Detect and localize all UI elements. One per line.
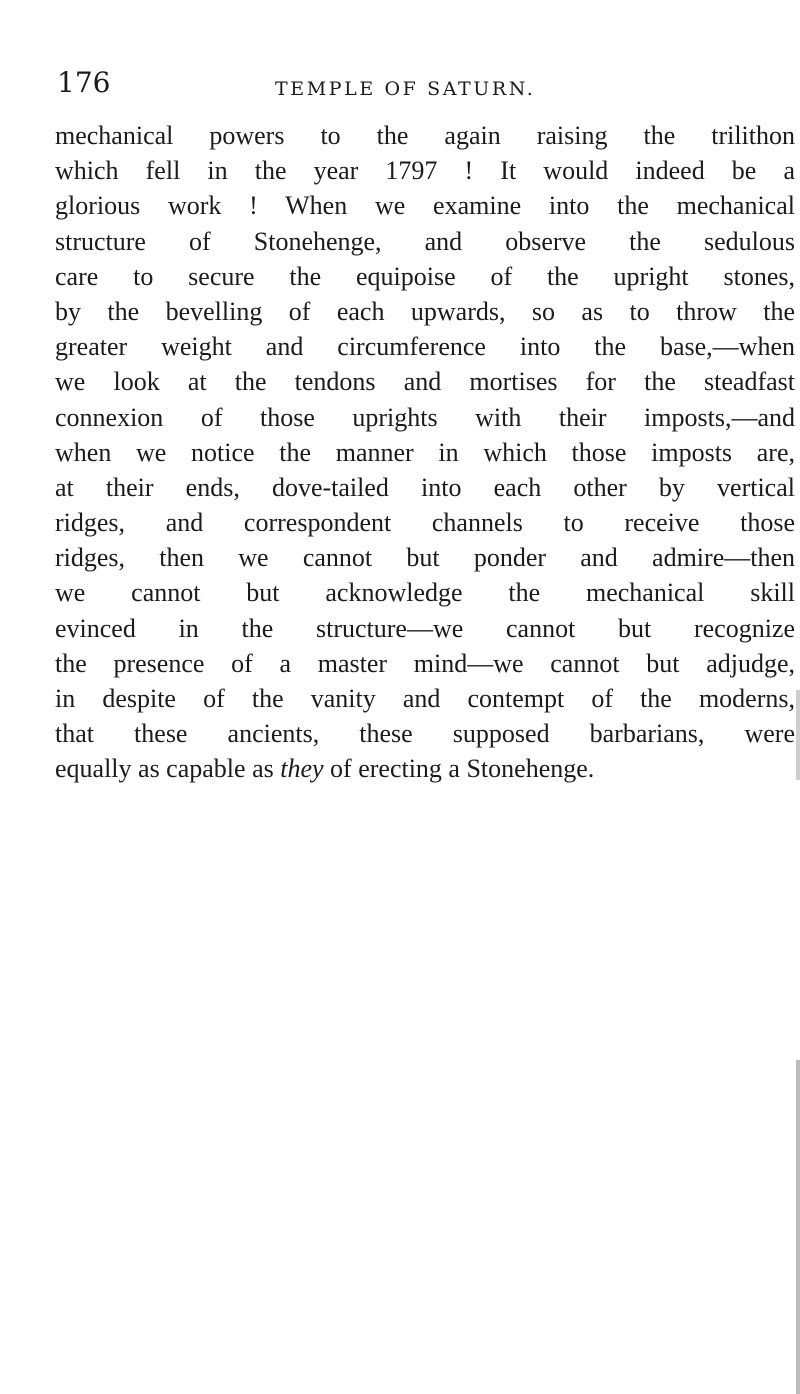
text-line: greater weight and circumference into the base,—when [55, 332, 795, 362]
text-line: by the bevelling of each upwards, so as to throw the [55, 296, 795, 326]
text-line: ridges, then we cannot but ponder and admire—then [55, 543, 795, 573]
emphasis-text: they [280, 754, 324, 784]
text-line: glorious work ! When we examine into the mechanical [55, 191, 795, 221]
text-line: connexion of those uprights with their imposts,—and [55, 402, 795, 432]
body-paragraph [55, 118, 795, 787]
text-line: when we notice the manner in which those imposts are, [55, 437, 795, 467]
running-title: TEMPLE OF SATURN. [275, 78, 536, 100]
text-line: structure of Stonehenge, and observe the sedulous [55, 226, 795, 256]
text-line: which fell in the year 1797 ! It would indeed be a [55, 156, 795, 186]
text-line-final [55, 751, 795, 786]
page-edge-shadow [796, 1060, 800, 1394]
text-line: the presence of a master mind—we cannot but adjudge, [55, 648, 795, 678]
text-line: ridges, and correspondent channels to receive those [55, 508, 795, 538]
page-edge-shadow [796, 690, 800, 780]
text-segment: of erecting a Stonehenge. [323, 754, 595, 784]
text-line: care to secure the equipoise of the upright stones, [55, 261, 795, 291]
text-line: we cannot but acknowledge the mechanical skill [55, 578, 795, 608]
text-line: in despite of the vanity and contempt of the moderns, [55, 684, 795, 713]
page-header [57, 66, 797, 106]
page-number: 176 [57, 66, 111, 99]
text-line: that these ancients, these supposed barbarians, were [55, 719, 795, 749]
text-line: at their ends, dove-tailed into each other by vertical [55, 472, 795, 502]
text-line: evinced in the structure—we cannot but recognize [55, 613, 795, 643]
text-line: mechanical powers to the again raising the trilithon [55, 121, 795, 150]
text-segment: equally as capable as [55, 754, 281, 784]
text-line: we look at the tendons and mortises for the steadfast [55, 367, 795, 397]
